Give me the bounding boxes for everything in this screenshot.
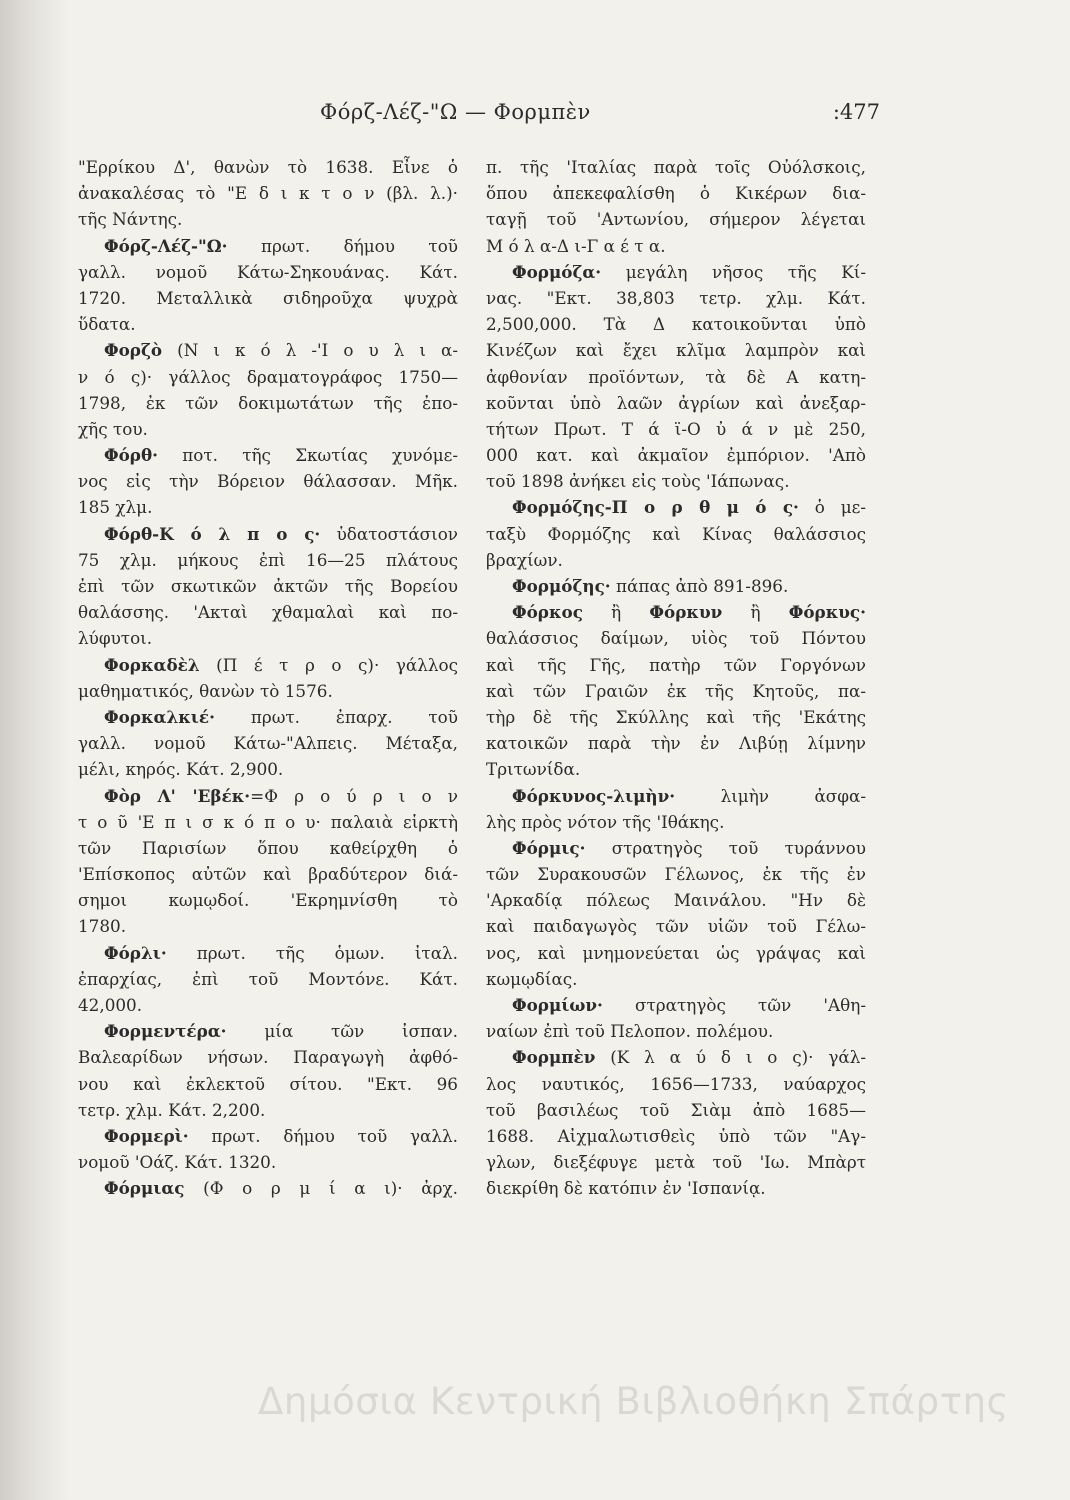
entry-text: νου καὶ ἐκλεκτοῦ σίτου. "Εκτ. 96 [78,1073,458,1094]
text-line [78,756,458,782]
text-line [78,154,458,180]
entry-text: μαθηματικός, θανὼν τὸ 1576. [78,680,333,701]
entry-text: τῆς Νάντης. [78,209,183,230]
entry-headword: Φορμόζης· [512,576,611,596]
entry-text: τὴρ δὲ τῆς Σκύλλης καὶ τῆς 'Εκάτης [486,706,866,727]
entry-text: τῶν Συρακουσῶν Γέλωνος, ἐκ τῆς ἐν [486,864,866,885]
text-line [486,704,866,730]
page-gutter-shadow [0,0,70,1500]
entry-text: 1780. [78,916,127,937]
text-line [78,913,458,939]
entry-headword: Φορμεντέρα· [104,1021,227,1042]
text-line [78,1149,458,1175]
entry-text: 'Επίσκοπος αὐτῶν καὶ βραδύτερον διά- [78,864,458,885]
entry-text: γλων, διεξέφυγε μετὰ τοῦ 'Ιω. Μπὰρτ [486,1152,866,1173]
entry-text: ν ό ς)· γάλλος δραματογράφος 1750— [78,366,458,387]
text-line [486,1175,866,1201]
entry-text: 'Αρκαδίᾳ πόλεως Μαινάλου. "Ην δὲ [486,890,866,911]
entry-text: =Φ ρ ο ύ ρ ι ο ν [250,785,458,806]
text-line [486,1018,866,1044]
entry-text: ποτ. τῆς Σκωτίας χυνόμε- [158,445,458,466]
entry-text: 42,000. [78,995,143,1015]
entry-headword: Φόρκυν [649,602,723,623]
entry-headword: Φόρμις· [512,837,586,858]
text-line [78,966,458,992]
entry-text: (Π έ τ ρ ο ς)· γάλλος [199,654,458,675]
entry-text: νος εἰς τὴν Βόρειον θάλασσαν. Μῆκ. [78,471,458,492]
text-line [78,390,458,416]
text-line [78,940,458,966]
entry-text: λος ναυτικός, 1656—1733, ναύαρχος [486,1073,866,1094]
text-line [486,154,866,180]
entry-text: ἢ [582,602,650,623]
entry-headword: Φόρζ-Λέζ-"Ω· [104,235,228,256]
entry-text: 1798, ἐκ τῶν δοκιμωτάτων τῆς ἐπο- [78,392,458,413]
entry-text: Τριτωνίδα. [486,759,581,780]
text-line [486,835,866,861]
entry-text: ὑδατοστάσιον [320,523,458,544]
text-line [486,180,866,206]
entry-text: 185 χλμ. [78,497,153,518]
entry-text: 000 κατ. καὶ ἀκμαῖον ἐμπόριον. 'Απὸ [486,445,866,466]
text-line [78,285,458,311]
entry-text: ἀνακαλέσας τὸ "Ε δ ι κ τ ο ν (βλ. λ.)· [78,183,458,204]
entry-text: πρωτ. δήμου τοῦ γαλλ. [188,1125,458,1146]
text-line [486,547,866,573]
text-line [486,1071,866,1097]
entry-text: στρατηγὸς τῶν 'Αθη- [602,995,866,1015]
entry-text: (Κ λ α ύ δ ι ο ς)· γάλ- [595,1047,866,1068]
entry-text: 1688. Αἰχμαλωτισθεὶς ὑπὸ τῶν "Αγ- [486,1125,866,1146]
text-line [486,940,866,966]
entry-text: σημοι κωμῳδοί. 'Εκρημνίσθη τὸ [78,890,458,911]
text-line [486,783,866,809]
text-line [78,625,458,651]
entry-text: καὶ τῶν Γραιῶν ἐκ τῆς Κητοῦς, πα- [486,680,866,701]
entry-text: πάπας ἀπὸ 891-896. [610,576,789,596]
entry-text: Κινέζων καὶ ἔχει κλῖμα λαμπρὸν καὶ [486,340,866,361]
text-line [78,783,458,809]
entry-headword: Φόρλι· [104,942,167,963]
text-line [486,1097,866,1123]
entry-text: διεκρίθη δὲ κατόπιν ἐν 'Ισπανίᾳ. [486,1178,766,1199]
text-line [78,730,458,756]
entry-text: κοῦνται ὑπὸ λαῶν ἀγρίων καὶ ἀνεξαρ- [486,392,866,413]
entry-headword: Φόρκος [512,602,583,623]
text-line [486,1123,866,1149]
text-line [486,206,866,232]
text-line [78,1097,458,1123]
entry-headword: Φόρμιας [104,1178,185,1199]
entry-text: ἐπαρχίας, ἐπὶ τοῦ Μοντόνε. Κάτ. [78,968,458,989]
text-line [78,652,458,678]
text-line [78,364,458,390]
text-line [486,887,866,913]
text-line [486,416,866,442]
text-line [486,468,866,494]
entry-headword: Φορμόζης-Π ο ρ θ μ ό ς· [512,497,799,518]
entry-text: ἢ [722,602,789,623]
entry-headword: Φορμόζα· [512,261,602,282]
entry-text: τ ο ῦ 'Ε π ι σ κ ό π ο υ· παλαιὰ εἱρκτὴ [78,811,458,832]
text-line [486,390,866,416]
running-header [70,100,880,134]
text-line [78,1071,458,1097]
text-line [486,861,866,887]
text-line [78,861,458,887]
text-line [486,625,866,651]
text-line [486,756,866,782]
entry-text: π. τῆς 'Ιταλίας παρὰ τοῖς Οὐόλσκοις, [486,157,866,177]
library-watermark: Δημόσια Κεντρική Βιβλιοθήκη Σπάρτης [258,1380,1009,1423]
page-number: :477 [832,100,880,124]
right-text-column [486,154,866,1202]
entry-text: 2,500,000. Τὰ Δ κατοικοῦνται ὑπὸ [486,314,866,335]
entry-text: καὶ παιδαγωγὸς τῶν υἱῶν τοῦ Γέλω- [486,916,866,937]
text-line [486,337,866,363]
text-line [486,599,866,625]
text-line [486,1044,866,1070]
entry-text: τῶν Παρισίων ὅπου καθείρχθη ὁ [78,837,458,858]
entry-text: Μ ό λ α-Δ ι-Γ α έ τ α. [486,235,666,256]
entry-text: θαλάσσιος δαίμων, υἱὸς τοῦ Πόντου [486,628,866,649]
entry-text: τοῦ 1898 ἀνήκει εἰς τοὺς 'Ιάπωνας. [486,471,790,492]
entry-text: πρωτ. τῆς ὁμων. ἰταλ. [166,942,458,963]
entry-text: λιμὴν ἀσφα- [675,785,866,806]
text-line [78,337,458,363]
text-line [486,573,866,599]
text-line [78,1044,458,1070]
text-line [486,678,866,704]
entry-text: (Φ ο ρ μ ί α ι)· ἀρχ. [184,1178,458,1199]
entry-text: πρωτ. δήμου τοῦ [227,235,458,256]
left-text-column [78,154,458,1202]
entry-headword: Φὸρ Λ' 'Εβέκ· [104,785,251,806]
text-line [78,259,458,285]
entry-text: 75 χλμ. μήκους ἐπὶ 16—25 πλάτους [78,549,458,570]
text-line [78,206,458,232]
text-line [78,233,458,259]
text-line [78,835,458,861]
text-line [78,704,458,730]
entry-text: μεγάλη νῆσος τῆς Κί- [601,261,866,282]
text-line [78,311,458,337]
entry-text: ταξὺ Φορμόζης καὶ Κίνας θαλάσσιος [486,523,866,544]
text-line [78,678,458,704]
entry-headword: Φόρθ-Κ ό λ π ο ς· [104,523,321,544]
entry-headword: Φορμερὶ· [104,1125,189,1146]
entry-text: ἀφθονίαν προϊόντων, τὰ δὲ Α κατη- [486,366,866,387]
entry-text: χῆς του. [78,418,148,439]
entry-text: ὕδατα. [78,314,136,335]
entry-text: θαλάσσης. 'Ακταὶ χθαμαλαὶ καὶ πο- [78,602,458,623]
entry-text: βραχίων. [486,549,563,570]
entry-headword: Φορκαλκιέ· [104,706,215,727]
entry-text: νος, καὶ μνημονεύεται ὡς γράψας καὶ [486,942,866,963]
text-line [486,652,866,678]
entry-text: (Ν ι κ ό λ -'Ι ο υ λ ι α- [162,340,458,361]
text-line [78,494,458,520]
entry-text: τήτων Πρωτ. Τ ά ϊ-Ο ὐ ά ν μὲ 250, [486,418,866,439]
entry-headword: Φόρκυς· [788,602,866,623]
entry-text: "Ερρίκου Δ', θανὼν τὸ 1638. Εἶνε ὁ [78,157,458,177]
text-line [486,311,866,337]
entry-text: νας. "Εκτ. 38,803 τετρ. χλμ. Κάτ. [486,287,866,308]
entry-text: τετρ. χλμ. Κάτ. 2,200. [78,1099,266,1120]
entry-text: νομοῦ 'Οάζ. Κάτ. 1320. [78,1152,277,1173]
header-title: Φόρζ-Λέζ-"Ω — Φορμπὲν [320,100,591,124]
entry-text: 1720. Μεταλλικὰ σιδηροῦχα ψυχρὰ [78,287,458,308]
entry-text: πρωτ. ἐπαρχ. τοῦ [214,706,458,727]
text-line [486,1149,866,1175]
text-line [486,285,866,311]
text-line [78,416,458,442]
entry-text: κωμῳδίας. [486,968,578,989]
text-line [486,364,866,390]
entry-text: λὴς πρὸς νότον τῆς 'Ιθάκης. [486,811,725,832]
entry-headword: Φορζὸ [104,340,163,361]
entry-text: μία τῶν ἰσπαν. [226,1021,458,1042]
entry-text: ἐπὶ τῶν σκωτικῶν ἀκτῶν τῆς Βορείου [78,576,458,596]
text-line [78,599,458,625]
entry-text: ναίων ἐπὶ τοῦ Πελοπον. πολέμου. [486,1021,774,1042]
text-line [78,992,458,1018]
text-line [486,259,866,285]
text-line [486,809,866,835]
entry-headword: Φορμίων· [512,995,603,1015]
text-line [78,468,458,494]
entry-headword: Φορκαδὲλ [104,654,200,675]
entry-text: λύφυτοι. [78,628,153,649]
text-line [78,1018,458,1044]
text-line [486,521,866,547]
text-line [486,966,866,992]
text-line [486,233,866,259]
text-line [78,809,458,835]
text-line [78,1175,458,1201]
text-line [78,442,458,468]
entry-text: ὅπου ἀπεκεφαλίσθη ὁ Κικέρων δια- [486,183,866,204]
text-line [78,521,458,547]
entry-headword: Φόρκυνος-λιμὴν· [512,785,676,806]
text-line [486,442,866,468]
entry-text: μέλι, κηρός. Κάτ. 2,900. [78,759,284,780]
entry-text: στρατηγὸς τοῦ τυράννου [585,837,866,858]
entry-text: ταγῇ τοῦ 'Αντωνίου, σήμερον λέγεται [486,209,866,230]
entry-text: ὁ με- [798,497,866,518]
entry-headword: Φόρθ· [104,445,159,466]
entry-text: Βαλεαρίδων νήσων. Παραγωγὴ ἀφθό- [78,1047,458,1068]
text-line [78,887,458,913]
text-line [78,547,458,573]
text-line [486,992,866,1018]
text-line [486,730,866,756]
text-line [78,1123,458,1149]
text-line [486,913,866,939]
entry-text: τοῦ βασιλέως τοῦ Σιὰμ ἀπὸ 1685— [486,1099,866,1120]
entry-text: γαλλ. νομοῦ Κάτω-Σηκουάνας. Κάτ. [78,261,458,282]
entry-text: κατοικῶν παρὰ τὴν ἐν Λιβύῃ λίμνην [486,733,866,754]
text-line [78,573,458,599]
text-line [78,180,458,206]
entry-text: γαλλ. νομοῦ Κάτω-"Αλπεις. Μέταξα, [78,733,458,754]
entry-headword: Φορμπὲν [512,1047,596,1068]
text-line [486,494,866,520]
entry-text: καὶ τῆς Γῆς, πατὴρ τῶν Γοργόνων [486,654,866,675]
